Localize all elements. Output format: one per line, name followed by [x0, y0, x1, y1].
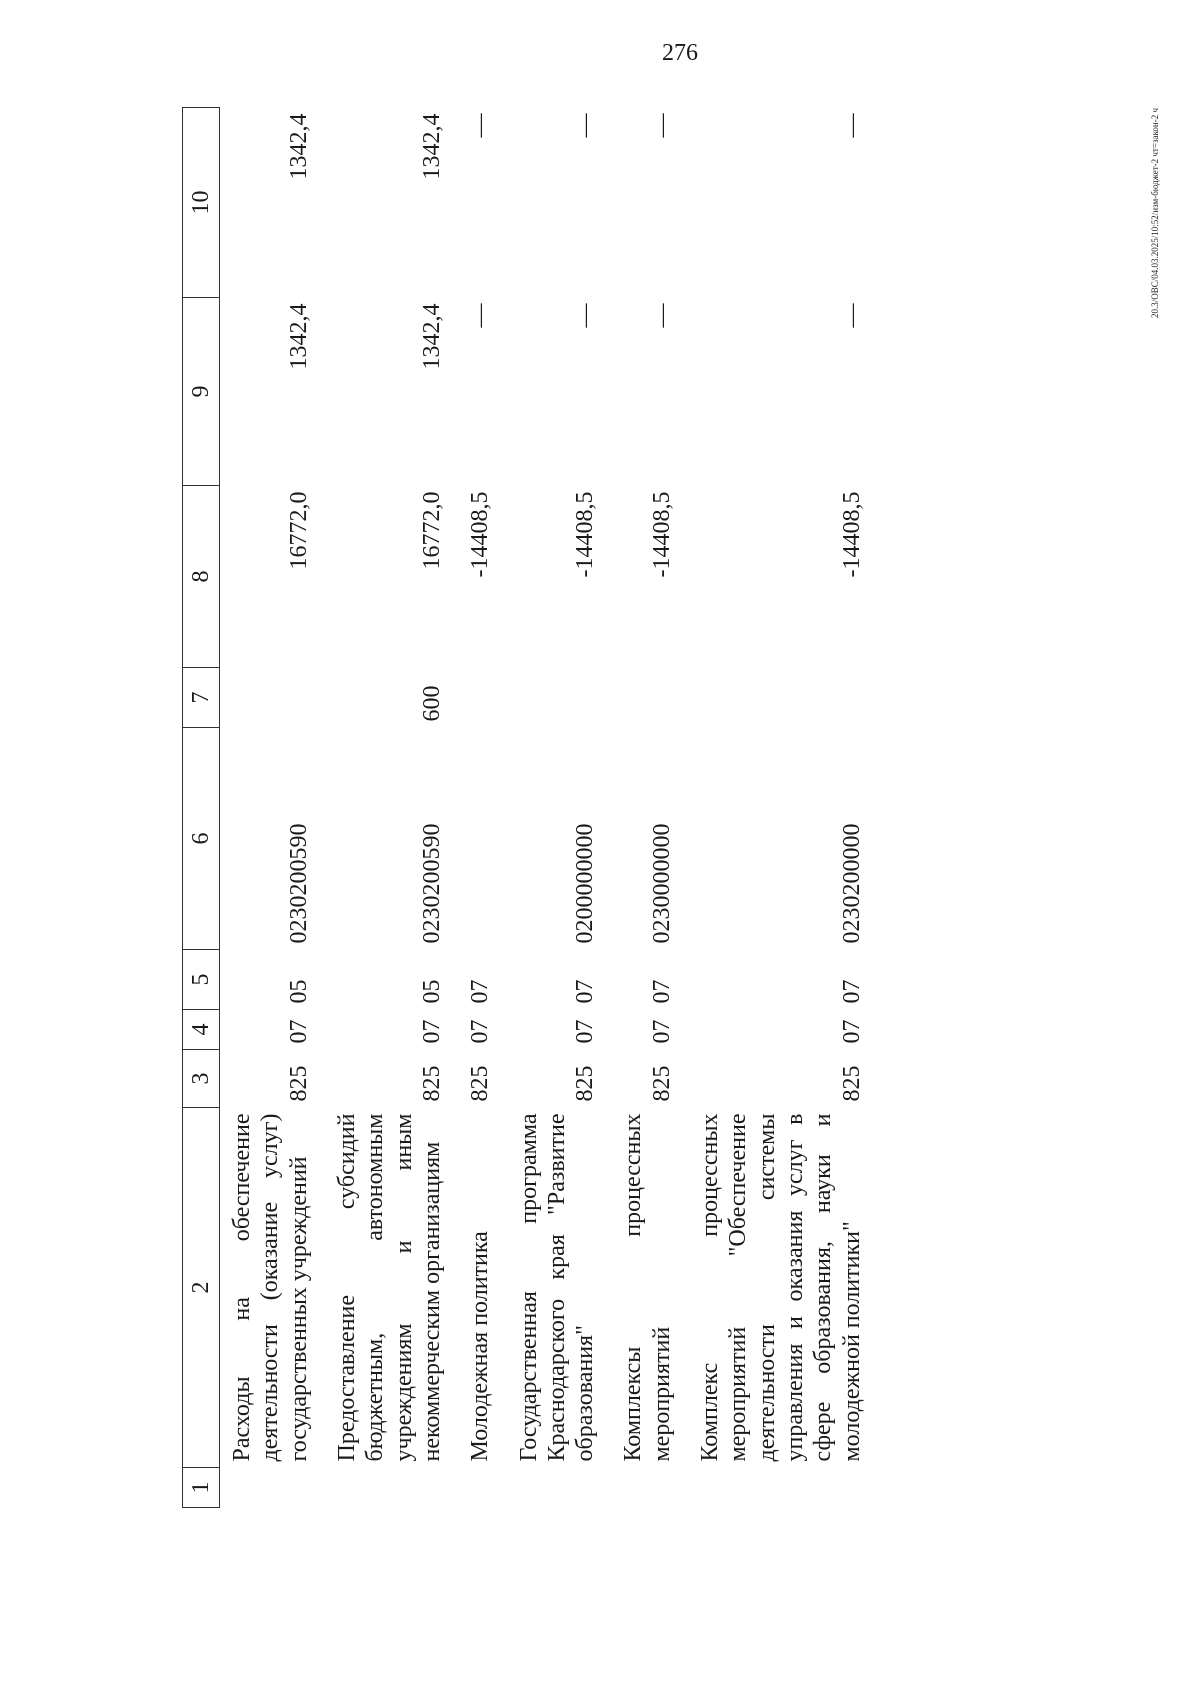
- cell-ministry: 825: [418, 1065, 445, 1102]
- cell-description: Предоставление субсидий бюджетным, автономным учреждениям и иным некоммерческим организациям: [333, 1113, 445, 1462]
- cell-subsection: 07: [467, 979, 494, 1004]
- cell-target-code: 0200000000: [572, 823, 599, 944]
- column-header: 9: [183, 298, 220, 486]
- cell-col1: [458, 1468, 506, 1508]
- cell-amount-8: -14408,5: [572, 491, 599, 578]
- table-row: [611, 108, 688, 1508]
- cell-amount-8: -14408,5: [467, 491, 494, 578]
- cell-target-code: 0230200590: [418, 823, 445, 944]
- column-header: 3: [183, 1050, 220, 1108]
- cell-ministry: 825: [572, 1065, 599, 1102]
- cell-expense-type: [458, 668, 506, 728]
- page-number: 276: [662, 40, 698, 66]
- rotated-table-area: [182, 108, 952, 1508]
- cell-subsection: 05: [418, 979, 445, 1004]
- cell-col1: [325, 1468, 458, 1508]
- column-header: 7: [183, 668, 220, 728]
- document-stamp: [1148, 108, 1162, 1488]
- cell-section: 07: [418, 1019, 445, 1044]
- cell-amount-9: —: [467, 303, 494, 328]
- cell-ministry: 825: [648, 1065, 675, 1102]
- column-header: 6: [183, 728, 220, 950]
- cell-target-code: 0230000000: [648, 823, 675, 944]
- column-header: 2: [183, 1108, 220, 1468]
- table-header-row: [183, 108, 220, 1508]
- cell-description: Комплексы процессных мероприятий: [620, 1113, 675, 1462]
- table-row: [325, 108, 458, 1508]
- cell-amount-10: —: [838, 113, 865, 138]
- cell-amount-10: —: [572, 113, 599, 138]
- cell-amount-8: 16772,0: [285, 491, 312, 570]
- cell-target-code: 0230200590: [285, 823, 312, 944]
- cell-description: Государственная программа Краснодарского края "Развитие образования": [515, 1113, 599, 1462]
- cell-amount-8: -14408,5: [648, 491, 675, 578]
- table-row: [507, 108, 612, 1508]
- cell-section: 07: [467, 1019, 494, 1044]
- cell-amount-10: —: [648, 113, 675, 138]
- cell-amount-9: 1342,4: [418, 303, 445, 370]
- cell-description: Комплекс процессных мероприятий "Обеспечение деятельности системы управления и оказания услуг в сфере образования, науки и молодежной политики": [697, 1113, 865, 1462]
- cell-subsection: 05: [285, 979, 312, 1004]
- cell-amount-9: —: [838, 303, 865, 328]
- cell-expense-type: [220, 668, 325, 728]
- cell-col1: [688, 1468, 878, 1508]
- cell-description: Расходы на обеспечение деятельности (оказание услуг) государственных учреждений: [229, 1113, 312, 1462]
- cell-subsection: 07: [648, 979, 675, 1004]
- cell-subsection: 07: [838, 979, 865, 1004]
- column-header: 10: [183, 108, 220, 298]
- cell-col1: [507, 1468, 612, 1508]
- cell-section: 07: [838, 1019, 865, 1044]
- cell-expense-type: 600: [418, 685, 445, 722]
- cell-col1: [611, 1468, 688, 1508]
- budget-table: [182, 107, 878, 1508]
- cell-target-code: 0230200000: [838, 823, 865, 944]
- cell-description: Молодежная политика: [467, 1231, 494, 1462]
- cell-subsection: 07: [572, 979, 599, 1004]
- cell-ministry: 825: [467, 1065, 494, 1102]
- cell-amount-10: 1342,4: [285, 113, 312, 180]
- cell-expense-type: [507, 668, 612, 728]
- cell-section: 07: [572, 1019, 599, 1044]
- cell-amount-8: -14408,5: [838, 491, 865, 578]
- column-header: 4: [183, 1010, 220, 1050]
- cell-amount-8: 16772,0: [418, 491, 445, 570]
- cell-section: 07: [648, 1019, 675, 1044]
- document-stamp-text: 20.3/ОВС/04.03.2025/10:52/изм-бюджет-2 чт=закон-2 ч: [1150, 108, 1160, 318]
- cell-amount-10: 1342,4: [418, 113, 445, 180]
- cell-amount-9: 1342,4: [285, 303, 312, 370]
- cell-col1: [220, 1468, 325, 1508]
- cell-ministry: 825: [838, 1065, 865, 1102]
- table-row: [458, 108, 506, 1508]
- column-header: 5: [183, 950, 220, 1010]
- cell-ministry: 825: [285, 1065, 312, 1102]
- table-row: [688, 108, 878, 1508]
- cell-amount-9: —: [648, 303, 675, 328]
- column-header: 8: [183, 486, 220, 668]
- cell-amount-10: —: [467, 113, 494, 138]
- cell-amount-9: —: [572, 303, 599, 328]
- cell-expense-type: [611, 668, 688, 728]
- cell-expense-type: [688, 668, 878, 728]
- table-row: [220, 108, 325, 1508]
- cell-section: 07: [285, 1019, 312, 1044]
- column-header: 1: [183, 1468, 220, 1508]
- cell-target-code: [458, 728, 506, 950]
